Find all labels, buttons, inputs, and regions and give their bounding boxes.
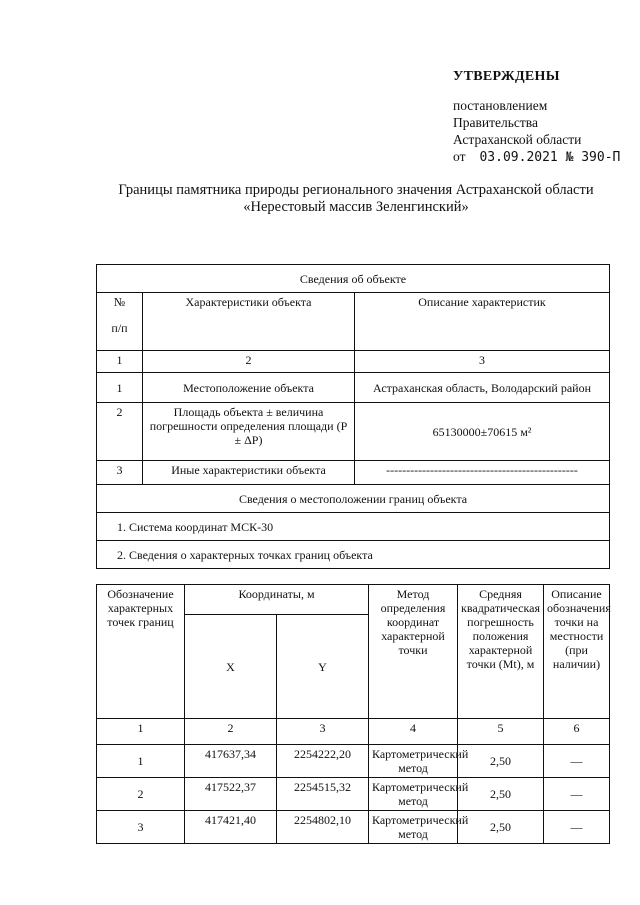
approval-line-2: Правительства xyxy=(453,115,538,130)
point-x: 417421,40 xyxy=(185,811,277,844)
table-row xyxy=(97,811,610,844)
header-coordinates: Координаты, м xyxy=(185,585,369,615)
approval-heading: УТВЕРЖДЕНЫ xyxy=(453,69,560,84)
coordinate-system-item: 1. Система координат МСК-30 xyxy=(97,513,610,541)
point-error: 2,50 xyxy=(458,811,544,844)
document-title xyxy=(96,182,616,216)
header-error: Средняя квадратическая погрешность положения характерной точки (Mt), м xyxy=(458,585,544,719)
table-row xyxy=(97,461,610,485)
table-row xyxy=(97,778,610,811)
index-cell: 3 xyxy=(355,351,610,373)
object-info-table xyxy=(96,264,610,569)
point-method: Картометрический метод xyxy=(369,745,458,778)
header-method: Метод определения координат характерной точки xyxy=(369,585,458,719)
point-y: 2254515,32 xyxy=(277,778,369,811)
approval-block xyxy=(453,68,620,166)
approval-line-1: постановлением xyxy=(453,98,548,113)
document-title-line-2: «Нерестовый массив Зеленгинский» xyxy=(243,199,469,215)
header-number-top: № xyxy=(113,295,126,309)
row-value: Астраханская область, Володарский район xyxy=(355,373,610,403)
point-description: — xyxy=(544,745,610,778)
header-number xyxy=(97,293,143,351)
index-cell: 2 xyxy=(185,719,277,745)
header-characteristic: Характеристики объекта xyxy=(143,293,355,351)
point-id: 1 xyxy=(97,745,185,778)
point-method: Картометрический метод xyxy=(369,778,458,811)
header-number-bottom: п/п xyxy=(111,321,128,335)
point-id: 2 xyxy=(97,778,185,811)
table-row xyxy=(97,403,610,461)
row-number: 3 xyxy=(97,461,143,485)
index-cell: 4 xyxy=(369,719,458,745)
point-description: — xyxy=(544,778,610,811)
index-cell: 2 xyxy=(143,351,355,373)
index-cell: 3 xyxy=(277,719,369,745)
index-cell: 5 xyxy=(458,719,544,745)
header-x: X xyxy=(185,615,277,719)
boundary-points-item: 2. Сведения о характерных точках границ объекта xyxy=(97,541,610,569)
table-row xyxy=(97,745,610,778)
row-value: ------------------------------------------------ xyxy=(355,461,610,485)
index-cell: 6 xyxy=(544,719,610,745)
table-row xyxy=(97,373,610,403)
point-x: 417522,37 xyxy=(185,778,277,811)
approval-date-line xyxy=(453,148,620,166)
row-value: 65130000±70615 м² xyxy=(355,403,610,461)
row-name: Иные характеристики объекта xyxy=(143,461,355,485)
point-y: 2254222,20 xyxy=(277,745,369,778)
location-section-title: Сведения о местоположении границ объекта xyxy=(97,485,610,513)
point-description: — xyxy=(544,811,610,844)
header-point-description: Описание обозначения точки на местности (при наличии) xyxy=(544,585,610,719)
index-cell: 1 xyxy=(97,719,185,745)
object-info-section-title: Сведения об объекте xyxy=(97,265,610,293)
header-y: Y xyxy=(277,615,369,719)
row-name: Площадь объекта ± величина погрешности определения площади (Р ± ΔР) xyxy=(143,403,355,461)
point-error: 2,50 xyxy=(458,745,544,778)
approval-line-3: Астраханской области xyxy=(453,132,582,147)
point-error: 2,50 xyxy=(458,778,544,811)
approval-from-label: от xyxy=(453,149,466,164)
header-designation: Обозначение характерных точек границ xyxy=(97,585,185,719)
document-title-line-1: Границы памятника природы регионального значения Астраханской области xyxy=(118,182,594,198)
index-cell: 1 xyxy=(97,351,143,373)
point-x: 417637,34 xyxy=(185,745,277,778)
row-name: Местоположение объекта xyxy=(143,373,355,403)
approval-date-number: 03.09.2021 № 390-П xyxy=(479,150,621,165)
row-number: 1 xyxy=(97,373,143,403)
point-id: 3 xyxy=(97,811,185,844)
header-description: Описание характеристик xyxy=(355,293,610,351)
boundary-points-table xyxy=(96,584,610,844)
row-number: 2 xyxy=(97,403,143,461)
point-y: 2254802,10 xyxy=(277,811,369,844)
point-method: Картометрический метод xyxy=(369,811,458,844)
